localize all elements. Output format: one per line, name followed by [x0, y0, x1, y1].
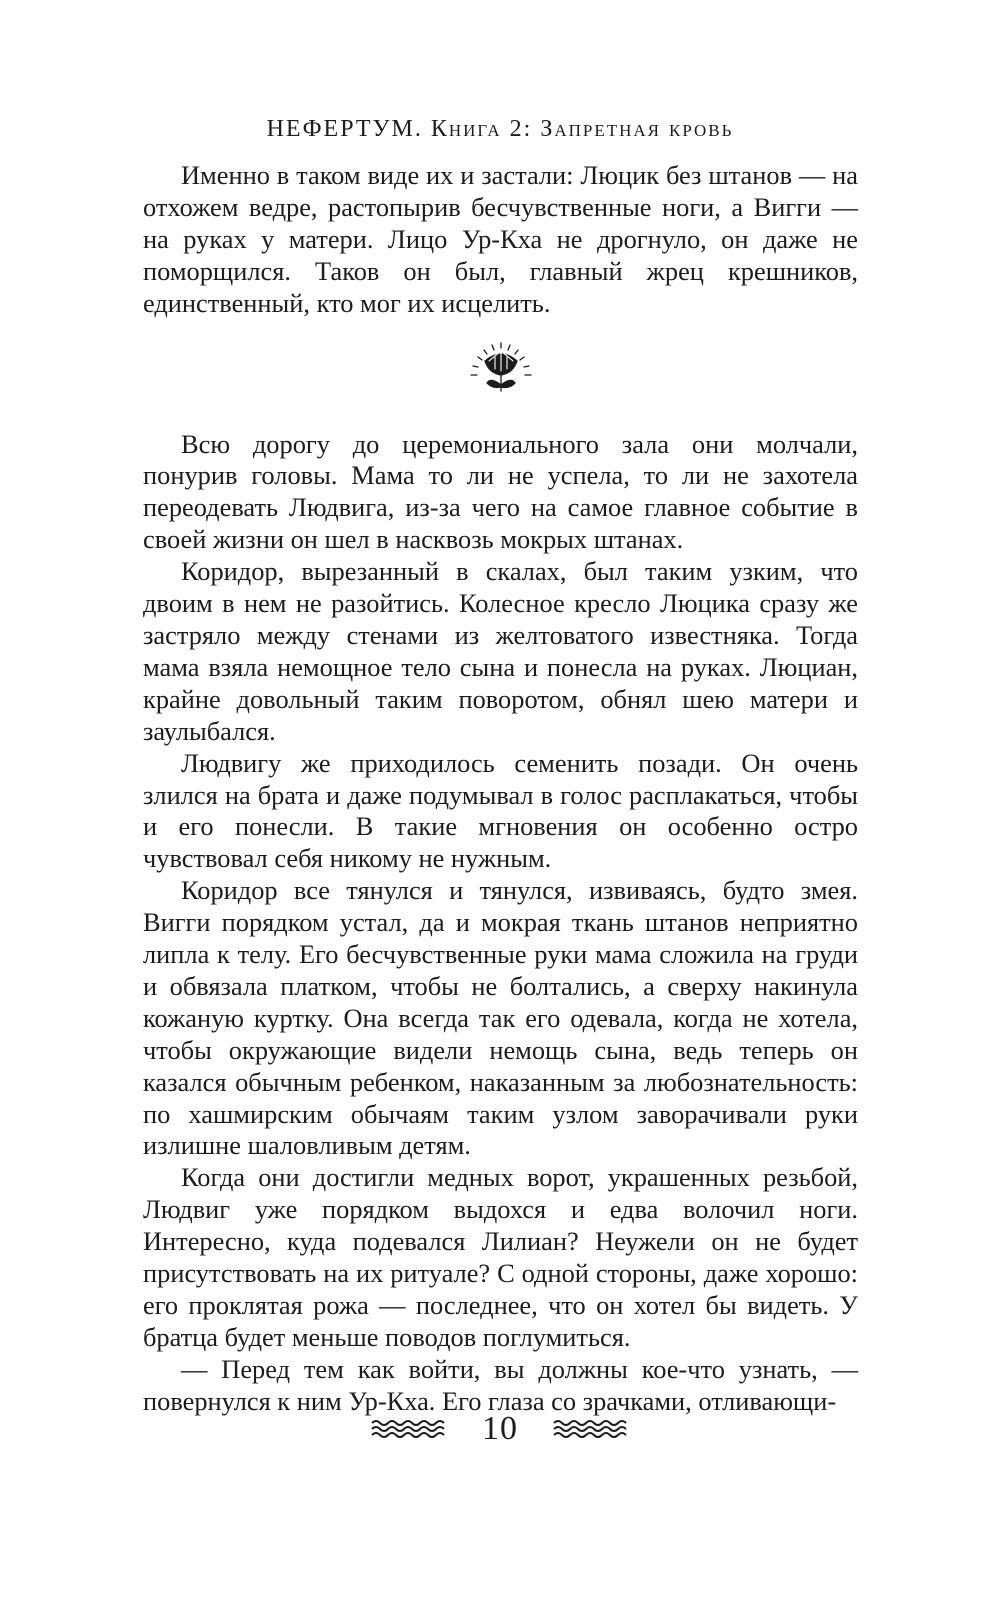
paragraph: Коридор, вырезанный в скалах, был таким узким, что двоим в нем не разойтись. Колесное кресло Люцика сразу же застряло между стенами из желтоватого известняка. Тогда мама взяла немощное тело сына и понесла на руках. Люциан, крайне довольный таким поворотом, обнял шею матери и заулыбался. [143, 556, 858, 746]
lotus-ornament-icon [143, 320, 858, 415]
paragraph: Коридор все тянулся и тянулся, извиваясь, будто змея. Вигги порядком устал, да и мокрая ткань штанов неприятно липла к телу. Его бесчувственные руки мама сложила на груди и обвязала платком, чтобы не болтались, а сверху накинула кожаную куртку. Она всегда так его одевала, когда не хотела, чтобы окружающие видели немощь сына, ведь теперь он казался обычным ребенком, наказанным за любознательность: по хашмирским обычаям таким узлом заворачивали руки излишне шаловливым детям. [143, 875, 858, 1161]
paragraph: — Перед тем как войти, вы должны кое-что узнать, — повернулся к ним Ур-Кха. Его глаза со зрачками, отливающи- [143, 1353, 858, 1416]
paragraph: Людвигу же приходилось семенить позади. Он очень злился на брата и даже подумывал в голос расплакаться, чтобы и его понесли. В такие мгновения он особенно остро чувствовал себя никому не нужным. [143, 747, 858, 874]
wave-ornament-icon [370, 1418, 448, 1440]
wave-ornament-icon [552, 1418, 630, 1440]
page-footer [0, 1410, 1000, 1448]
body-text [143, 160, 858, 1418]
paragraph: Всю дорогу до церемониального зала они молчали, понурив головы. Мама то ли не успела, то ли не захотела переодевать Людвига, из-за чего на самое главное событие в своей жизни он шел в насквозь мокрых штанах. [143, 428, 858, 555]
paragraph: Именно в таком виде их и застали: Люцик без штанов — на отхожем ведре, растопырив бесчувственные ноги, а Вигги — на руках у матери. Лицо Ур-Кха не дрогнуло, он даже не поморщился. Таков он был, главный жрец крешников, единственный, кто мог их исцелить. [143, 160, 858, 318]
page-number: 10 [482, 1410, 518, 1447]
running-head: НЕФЕРТУМ. Книга 2: Запретная кровь [266, 116, 734, 142]
paragraph: Когда они достигли медных ворот, украшенных резьбой, Людвиг уже порядком выдохся и едва волочил ноги. Интересно, куда подевался Лилиан? Неужели он не будет присутствовать на их ритуале? С одной стороны, даже хорошо: его проклятая рожа — последнее, что он хотел бы видеть. У братца будет меньше поводов поглумиться. [143, 1162, 858, 1352]
